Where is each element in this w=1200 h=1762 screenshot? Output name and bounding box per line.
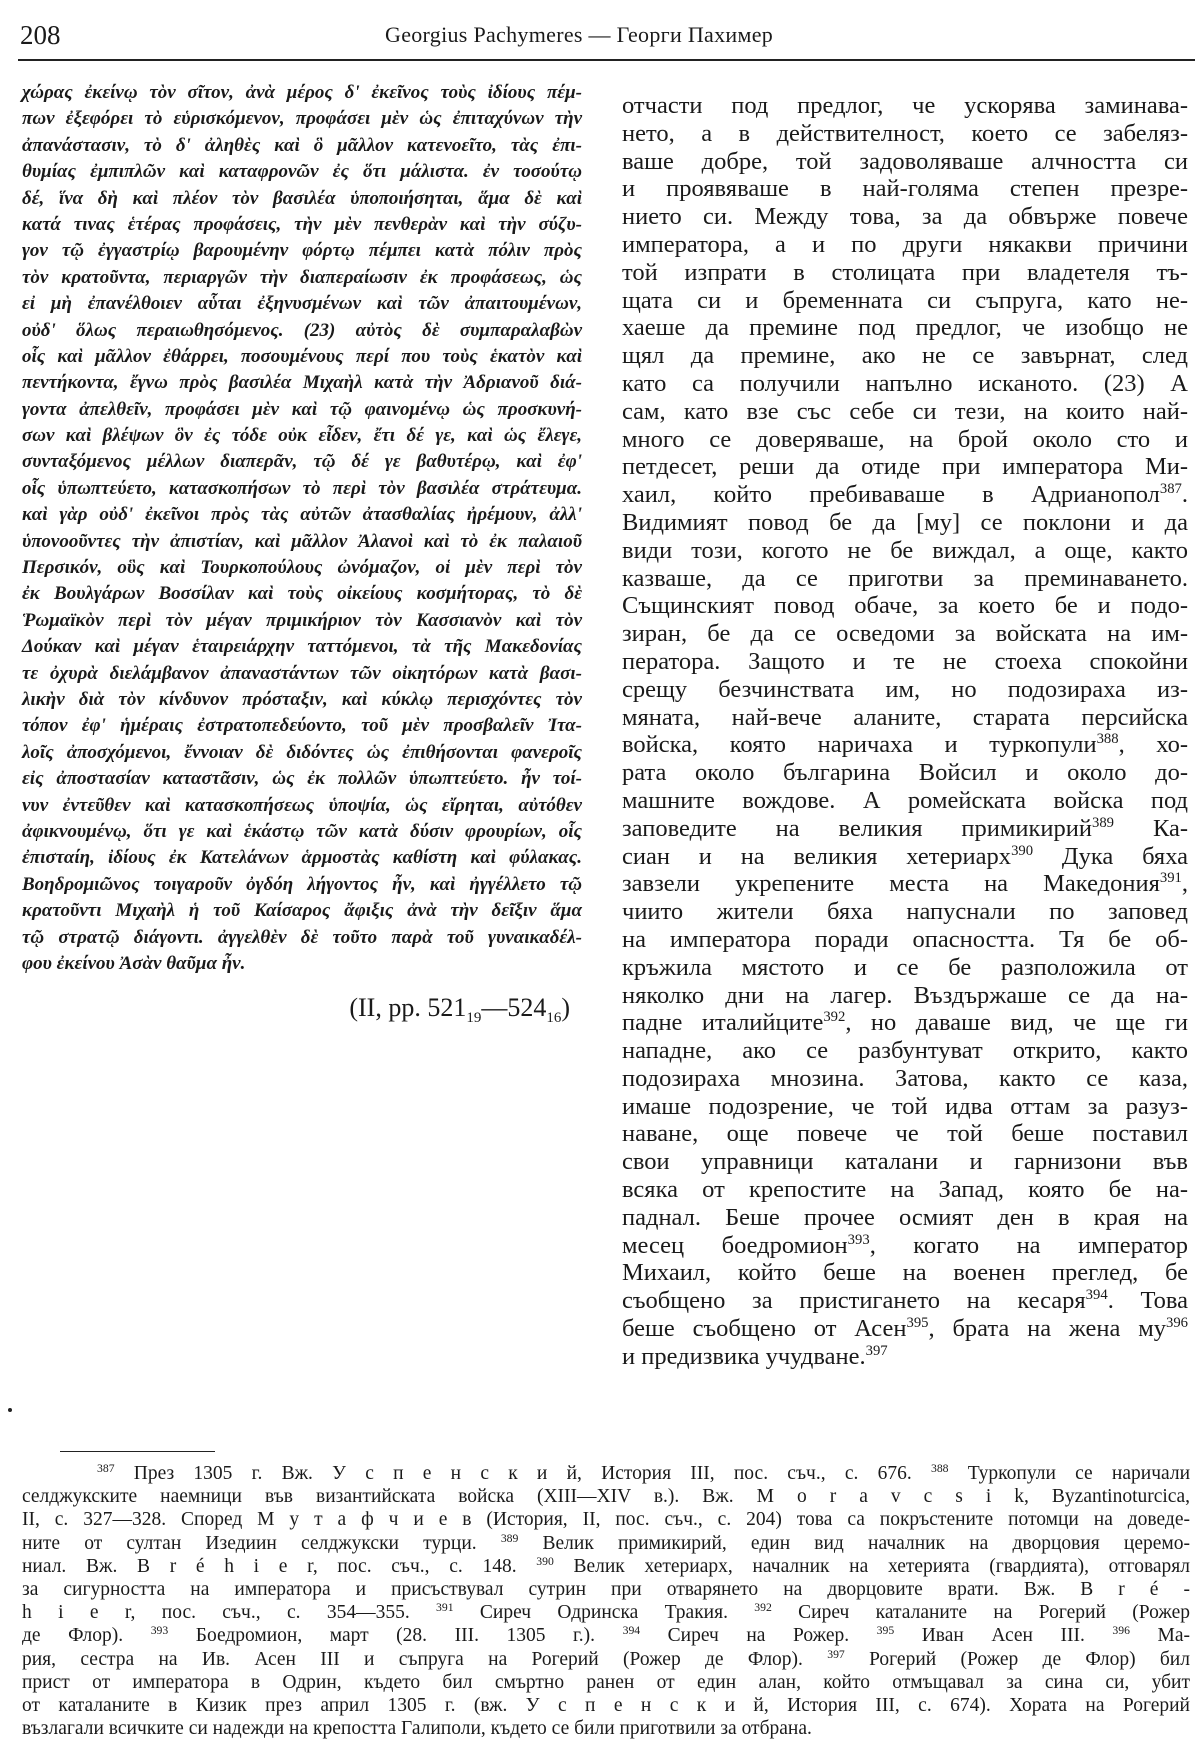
- footnote-ref: 397: [865, 1343, 888, 1360]
- footnote-ref: 394: [622, 1624, 641, 1638]
- line-text: беше съобщено от Асен: [622, 1315, 907, 1343]
- text-line: [622, 676, 1188, 704]
- text-line: [22, 212, 582, 238]
- footnote-ref: 396: [1112, 1624, 1130, 1638]
- footnote-ref: 392: [823, 1009, 846, 1026]
- line-text: λοῖς ἀποσχόμενοι, ἔννοιαν δὲ διδόντες ὡς ἐπιθήσονται φανεροῖς: [22, 741, 582, 763]
- text-line: [22, 106, 582, 132]
- citation-line-end: 16: [546, 1010, 562, 1027]
- footnote-ref: 391: [436, 1601, 454, 1615]
- footnote-ref: 390: [1011, 842, 1034, 859]
- source-citation: [330, 993, 570, 1027]
- text-line: [622, 648, 1188, 676]
- line-text: сам, като взе със себе си тези, на които най-: [622, 397, 1188, 425]
- line-text: Δούκαν καὶ μέγαν ἑταιρειάρχην ταττόμενοι, τὰ τῆς Μακεδονίας: [22, 636, 582, 658]
- text-line: [22, 265, 582, 291]
- text-line: [22, 898, 582, 924]
- text-line: [22, 1555, 1190, 1578]
- text-line: [22, 291, 582, 317]
- line-text: де Флор).: [22, 1625, 151, 1647]
- text-line: [622, 1315, 1188, 1343]
- footnote-ref: 395: [906, 1315, 929, 1332]
- line-text: много се доверяваше, на брой около сто и: [622, 425, 1188, 453]
- line-text: всяка от крепостите на Запад, която бе на-: [622, 1176, 1188, 1204]
- text-line: [22, 1717, 1190, 1740]
- text-line: [622, 1232, 1188, 1260]
- page-number: 208: [20, 20, 61, 50]
- line-text: казваше, да се приготви за преминаването.: [622, 564, 1188, 592]
- footnote-ref: 395: [876, 1624, 895, 1638]
- line-text: Дука бяха: [1033, 842, 1189, 870]
- line-text: от каталаните в Кизик през април 1305 г. (вж. У с п е н с к и й, История III, с. 674). Хората на Рогерий: [22, 1694, 1190, 1716]
- text-line: [622, 954, 1188, 982]
- footnote-ref: 389: [1091, 814, 1115, 831]
- line-text: Велик хетериарх, началник на хетерията (гвардията), отговарял: [553, 1555, 1191, 1577]
- line-text: чиито жители бяха напуснали по заповед: [622, 898, 1188, 926]
- line-text: h i e r, пос. съч., с. 354—355.: [22, 1602, 437, 1624]
- line-text: Видимият повод бе да [му] се поклони и да: [622, 508, 1188, 536]
- line-text: τόπον ἐφ' ἡμέραις ἐστρατοπεδεύοντο, τοῦ μὲν προσβαλεῖν Ἰτα-: [22, 715, 582, 737]
- text-line: [22, 634, 582, 660]
- line-text: Рогерий (Рожер де Флор) бил: [844, 1648, 1190, 1670]
- text-line: [22, 555, 582, 581]
- text-line: [22, 529, 582, 555]
- text-line: [622, 870, 1188, 898]
- text-line: [622, 231, 1188, 259]
- text-line: [622, 1037, 1188, 1065]
- text-line: [622, 704, 1188, 732]
- line-text: срещу безчинствата им, но подозираха из-: [622, 675, 1188, 703]
- line-text: месец боедромион: [622, 1231, 848, 1259]
- line-text: .: [1181, 481, 1188, 509]
- line-text: γον τῷ ἐγγαστρίῳ βαρουμένην φόρτῳ πέμπει κατὰ πόλιν πρὸς: [22, 240, 582, 262]
- text-line: [622, 592, 1188, 620]
- line-text: Туркопули се наричали: [948, 1463, 1190, 1484]
- text-line: [22, 1485, 1190, 1508]
- scan-speck: [8, 1408, 12, 1412]
- text-line: [622, 759, 1188, 787]
- line-text: ἀπανάστασιν, τὸ δ' ἀληθὲς καὶ ὃ μᾶλλον κατενοεῖτο, τὰς ἐπι-: [22, 134, 582, 156]
- line-text: νυν ἐντεῦθεν καὶ κατασκοπήσεως ὑποψία, ὡς εἴρηται, αὐτόθεν: [22, 794, 582, 816]
- text-line: [622, 1176, 1188, 1204]
- header-rule: [18, 59, 1195, 61]
- line-text: кръжила мястото и се бе разположила от: [622, 953, 1188, 981]
- footnote-ref: 391: [1159, 870, 1182, 887]
- bulgarian-translation-text: [622, 92, 1188, 1371]
- line-text: Ῥωμαϊκὸν περὶ τὸν μέγαν πριμικήριον τὸν Κασσιανὸν καὶ τὸν: [22, 609, 582, 631]
- text-line: [622, 982, 1188, 1010]
- greek-original-text: [22, 80, 582, 977]
- line-text: той изпрати в столицата при владетеля тъ-: [622, 258, 1188, 286]
- line-text: хаеше да премине под предлог, че изобщо не: [622, 314, 1188, 342]
- footnote-ref: 394: [1085, 1287, 1108, 1304]
- text-line: [22, 713, 582, 739]
- line-text: πεντήκοντα, ἔγνω πρὸς βασιλέα Μιχαὴλ κατὰ τὴν Ἀδριανοῦ διά-: [22, 372, 582, 394]
- line-text: императора, а и по други някакви причини: [622, 230, 1188, 258]
- line-text: мяната, най-вече аланите, старата персийска: [622, 703, 1188, 731]
- line-text: отчасти под предлог, че ускорява заминава-: [622, 92, 1188, 119]
- text-line: [622, 1148, 1188, 1176]
- line-text: свои управници каталани и гарнизони във: [622, 1148, 1188, 1176]
- line-text: πων ἐξεφόρει τὸ εὑρισκόμενον, προφάσει μὲν ὡς ἐπιταχύνων τὴν: [22, 108, 582, 130]
- text-line: [22, 793, 582, 819]
- text-line: [22, 1671, 1190, 1694]
- text-line: [22, 925, 582, 951]
- line-text: χώρας ἐκείνῳ τὸν σῖτον, ἀνὰ μέρος δ' ἐκεῖνος τοὺς ἰδίους πέμ-: [22, 82, 582, 103]
- line-text: Боедромион, март (28. III. 1305 г.).: [168, 1625, 623, 1647]
- text-line: [622, 731, 1188, 759]
- line-text: , когато на император: [869, 1231, 1188, 1259]
- line-text: и проявяваше в най-голяма степен презре-: [622, 175, 1188, 203]
- text-line: [622, 926, 1188, 954]
- line-text: рия, сестра на Ив. Асен III и съпруга на Рогерий (Рожер де Флор).: [22, 1648, 828, 1670]
- text-line: [622, 453, 1188, 481]
- footnote-ref: 392: [754, 1601, 772, 1615]
- text-line: [22, 608, 582, 634]
- line-text: прист от императора в Одрин, където бил смъртно ранен от един алан, който отмъщавал за сина си, убит: [22, 1671, 1190, 1693]
- line-text: за сигурността на императора и присъствувал сутрин при отварянето на дворцовите врати. Вж. B r é -: [22, 1578, 1190, 1600]
- line-text: ἐπισταίη, ἰδίους ἐκ Κατελάνων ἁρμοστὰς καθίστη καὶ φύλακας.: [22, 847, 582, 869]
- line-text: съобщено за пристигането на кесаря: [622, 1287, 1086, 1315]
- line-text: нето, а в действителност, което се забеляз-: [622, 119, 1188, 147]
- line-text: γοντα ἀπελθεῖν, προφάσει μὲν καὶ τῷ φαινομένῳ ὡς προσκυνή-: [22, 398, 582, 420]
- line-text: ὑπονοοῦντες τὴν ἀπιστίαν, καὶ μᾶλλον Ἀλανοὶ καὶ τὸ ἐκ παλαιοῦ: [22, 530, 582, 552]
- line-text: τε ὀχυρὰ διελάμβανον ἀπαναστάντων τῶν οἰκητόρων κατὰ βασι-: [22, 662, 582, 684]
- text-line: [622, 175, 1188, 203]
- line-text: имаше подозрение, че той идва оттам за разуз-: [622, 1092, 1188, 1120]
- text-line: [22, 397, 582, 423]
- footnote-ref: 390: [536, 1554, 554, 1568]
- line-text: εἰ μὴ ἐπανέλθοιεν αὗται ἐξηνυσμένων καὶ τῶν ἀπαιτουμένων,: [22, 293, 582, 315]
- line-text: завзели укрепените места на Македония: [622, 870, 1160, 898]
- line-text: зиран, бе да се осведоми за войската на им-: [622, 620, 1188, 648]
- line-text: Сиреч на Рожер.: [640, 1625, 877, 1647]
- text-line: [22, 449, 582, 475]
- text-line: [622, 1259, 1188, 1287]
- line-text: , хо-: [1118, 731, 1188, 759]
- line-text: паднал. Беше прочее осмият ден в края на: [622, 1203, 1188, 1231]
- line-text: Същинският повод обаче, за което бе и подо-: [622, 592, 1188, 620]
- line-text: ἀφικνουμένῳ, ὅτι γε καὶ ἑκάστῳ τῶν κατὰ δύσιν φρουρίων, οἷς: [22, 820, 582, 842]
- line-text: Сиреч каталаните на Рогерий (Рожер: [771, 1602, 1191, 1624]
- footnote-ref: 388: [930, 1461, 949, 1475]
- footnote-ref: 397: [827, 1647, 845, 1661]
- text-line: [22, 951, 582, 977]
- text-line: [22, 1578, 1190, 1601]
- line-text: δέ, ἵνα δὴ καὶ πλέον τὸν βασιλέα ὑποποιήσηται, ἅμα δὲ καὶ: [22, 187, 582, 209]
- text-line: [622, 509, 1188, 537]
- line-text: οἷς ὑπωπτεύετο, κατασκοπήσων τὸ περὶ τὸν βασιλέα στράτευμα.: [22, 477, 582, 499]
- line-text: εἰς ἀποστασίαν καταστᾶσιν, ὡς ἐκ πολλῶν ὑπωπτεύετο. ἦν τοί-: [22, 768, 582, 790]
- footnote-ref: 393: [150, 1624, 169, 1638]
- text-line: [22, 845, 582, 871]
- line-text: συνταξόμενος μέλλων διαπερᾶν, τῷ δέ γε βαθυτέρῳ, καὶ ἐφ': [22, 451, 582, 473]
- text-line: [622, 843, 1188, 871]
- running-title: Georgius Pachymeres — Георги Пахимер: [385, 22, 774, 47]
- line-text: τὸν κρατοῦντα, περιαργῶν τὴν διαπεραίωσιν ἐκ προφάσεως, ὡς: [22, 266, 582, 288]
- text-line: [622, 203, 1188, 231]
- line-text: възлагали всичките си надежди на крепостта Галиполи, където се били приготвили за отбрана.: [22, 1718, 812, 1740]
- footnote-ref: 388: [1096, 731, 1119, 748]
- line-text: , брата на жена му: [928, 1315, 1166, 1343]
- line-text: Велик примикирий, един вид началник на дворцовия церемо-: [518, 1532, 1190, 1554]
- footnote-ref: 389: [500, 1531, 519, 1545]
- line-text: През 1305 г. Вж. У с п е н с к и й, История III, пос. съч., с. 676.: [114, 1463, 931, 1484]
- text-line: [622, 398, 1188, 426]
- text-line: [22, 872, 582, 898]
- text-line: [22, 423, 582, 449]
- citation-line-start: 19: [466, 1010, 482, 1027]
- line-text: наване, още повече че той беше поставил: [622, 1120, 1188, 1148]
- text-line: [22, 238, 582, 264]
- line-text: Иван Асен III.: [894, 1625, 1113, 1647]
- footnotes: [22, 1462, 1190, 1740]
- citation-suffix: ): [561, 993, 570, 1022]
- text-line: [22, 502, 582, 528]
- text-line: [22, 344, 582, 370]
- text-line: [22, 687, 582, 713]
- text-line: [22, 766, 582, 792]
- line-text: . Това: [1107, 1287, 1188, 1315]
- line-text: ните от султан Изедиин селджукски турци.: [22, 1532, 501, 1554]
- text-line: [22, 1694, 1190, 1717]
- text-line: [22, 1532, 1190, 1555]
- line-text: σων καὶ βλέψων ὃν ἐς τόδε οὐκ εἶδεν, ἔτι δέ γε, καὶ ὡς ἔλεγε,: [22, 425, 582, 447]
- footnote-rule: [60, 1451, 215, 1452]
- text-line: [22, 1624, 1190, 1647]
- text-line: [622, 148, 1188, 176]
- line-text: οἷς καὶ μᾶλλον ἐθάρρει, ποσουμένους περί που τοὺς ἑκατὸν καὶ: [22, 345, 582, 367]
- text-line: [622, 1343, 1188, 1371]
- text-line: [22, 159, 582, 185]
- line-text: сиан и на великия хетериарх: [622, 842, 1012, 870]
- text-line: [622, 1120, 1188, 1148]
- line-text: Βοηδρομιῶνος τοιγαροῦν ὀγδόη λήγοντος ἦν, καὶ ἠγγέλλετο τῷ: [22, 873, 582, 895]
- footnote-ref: 387: [97, 1461, 115, 1475]
- text-line: [22, 476, 582, 502]
- line-text: щата си и бременната си съпруга, като не-: [622, 286, 1188, 314]
- text-line: [622, 1065, 1188, 1093]
- text-line: [622, 565, 1188, 593]
- text-line: [622, 537, 1188, 565]
- text-line: [622, 120, 1188, 148]
- footnote-ref: 396: [1165, 1315, 1188, 1332]
- text-line: [622, 815, 1188, 843]
- line-text: φου ἐκείνου Ἀσὰν θαῦμα ἦν.: [22, 952, 246, 974]
- line-text: Михаил, който беше на военен преглед, бе: [622, 1259, 1188, 1287]
- text-line: [622, 1204, 1188, 1232]
- footnote-ref: 387: [1159, 481, 1182, 498]
- line-text: ниал. Вж. B r é h i e r, пос. съч., с. 148.: [22, 1555, 537, 1577]
- line-text: Ка-: [1114, 814, 1188, 842]
- text-line: [22, 186, 582, 212]
- text-line: [622, 1287, 1188, 1315]
- citation-range-end: —524: [481, 993, 547, 1022]
- text-line: [22, 740, 582, 766]
- text-line: [22, 1648, 1190, 1671]
- text-line: [622, 342, 1188, 370]
- line-text: λικὴν διὰ τὸν κίνδυνον πρόσταξιν, καὶ κύκλῳ περισχόντες τὸν: [22, 688, 582, 710]
- line-text: войска, която наричаха и туркопули: [622, 731, 1097, 759]
- line-text: като са получили напълно исканото. (23) А: [622, 369, 1188, 397]
- line-text: рата около българина Войсил и около до-: [622, 759, 1188, 787]
- line-text: петдесет, реши да отиде при императора Ми-: [622, 453, 1188, 481]
- line-text: II, с. 327—328. Според М у т а ф ч и е в (История, II, пос. съч., с. 204) това са покръстените потомци на доведе-: [22, 1509, 1190, 1531]
- line-text: θυμίας ἐμπιπλῶν καὶ καταφρονῶν ἐς ὅτι μάλιστα. ἐν τοσούτῳ: [22, 161, 582, 183]
- text-line: [22, 1462, 1190, 1485]
- line-text: няколко дни на лагер. Въздържаше се да на-: [622, 981, 1188, 1009]
- line-text: οὐδ' ὅλως περαιωθησόμενος. (23) αὐτὸς δὲ συμπαραλαβὼν: [22, 319, 582, 341]
- line-text: и предизвика учудване.: [622, 1342, 866, 1370]
- line-text: ἐκ Βουλγάρων Βοσσίλαν καὶ τοὺς οἰκείους κοσμήτορας, τὸ δὲ: [22, 583, 582, 605]
- line-text: , но даваше вид, че ще ги: [845, 1009, 1188, 1037]
- text-line: [622, 287, 1188, 315]
- text-line: [22, 133, 582, 159]
- line-text: нападне, ако се разбунтуват открито, както: [622, 1037, 1188, 1065]
- text-line: [22, 370, 582, 396]
- line-text: ,: [1181, 870, 1188, 898]
- line-text: κατά τινας ἑτέρας προφάσεις, τὴν μὲν πενθερὰν καὶ τὴν σύζυ-: [22, 213, 582, 235]
- text-line: [622, 426, 1188, 454]
- text-line: [622, 787, 1188, 815]
- citation-prefix: (II, pp. 521: [349, 993, 467, 1022]
- text-line: [22, 661, 582, 687]
- line-text: щял да премине, ако не се завърнат, след: [622, 342, 1188, 370]
- line-text: машните вождове. А ромейската войска под: [622, 786, 1188, 814]
- text-line: [622, 898, 1188, 926]
- text-line: [622, 1009, 1188, 1037]
- footnote-ref: 393: [847, 1231, 870, 1248]
- line-text: на императора поради опасността. Тя бе об-: [622, 925, 1188, 953]
- text-line: [22, 581, 582, 607]
- text-line: [22, 819, 582, 845]
- text-line: [622, 620, 1188, 648]
- text-line: [622, 1093, 1188, 1121]
- text-line: [622, 92, 1188, 120]
- line-text: хаил, който пребиваваше в Адрианопол: [622, 481, 1160, 509]
- text-line: [22, 318, 582, 344]
- line-text: види този, когото не бе виждал, а още, както: [622, 536, 1188, 564]
- line-text: падне италийците: [622, 1009, 824, 1037]
- text-line: [622, 259, 1188, 287]
- line-text: καὶ γὰρ οὐδ' ἐκεῖνοι πρὸς τὰς αὐτῶν ἀτασθαλίας ἠρέμουν, ἀλλ': [22, 504, 582, 526]
- text-line: [622, 481, 1188, 509]
- text-line: [622, 314, 1188, 342]
- line-text: κρατοῦντι Μιχαὴλ ἡ τοῦ Καίσαρος ἄφιξις ἀνὰ τὴν δεῖξιν ἅμα: [22, 900, 582, 922]
- line-text: подозираха мнозина. Затова, както се каза,: [622, 1064, 1188, 1092]
- text-line: [622, 370, 1188, 398]
- text-line: [22, 1601, 1190, 1624]
- line-text: Ма-: [1129, 1625, 1190, 1647]
- text-line: [22, 1508, 1190, 1531]
- line-text: селджукските наемници във византийската войска (XIII—XIV в.). Вж. M o r a v c s i k, Byzantinoturcica,: [22, 1486, 1190, 1508]
- line-text: τῷ στρατῷ διάγοντι. ἀγγελθὲν δὲ τοῦτο παρὰ τοῦ γυναικαδέλ-: [22, 926, 582, 948]
- line-text: ваше добре, той задоволяваше алчността си: [622, 147, 1188, 175]
- line-text: ператора. Защото и те не стоеха спокойни: [622, 647, 1188, 675]
- line-text: Περσικόν, οὓς καὶ Τουρκοπούλους ὠνόμαζον, οἱ μὲν περὶ τὸν: [22, 557, 582, 579]
- text-line: [22, 80, 582, 106]
- line-text: нието си. Между това, за да обвърже повече: [622, 203, 1188, 231]
- line-text: Сиреч Одринска Тракия.: [453, 1602, 755, 1624]
- line-text: заповедите на великия примикирий: [622, 814, 1092, 842]
